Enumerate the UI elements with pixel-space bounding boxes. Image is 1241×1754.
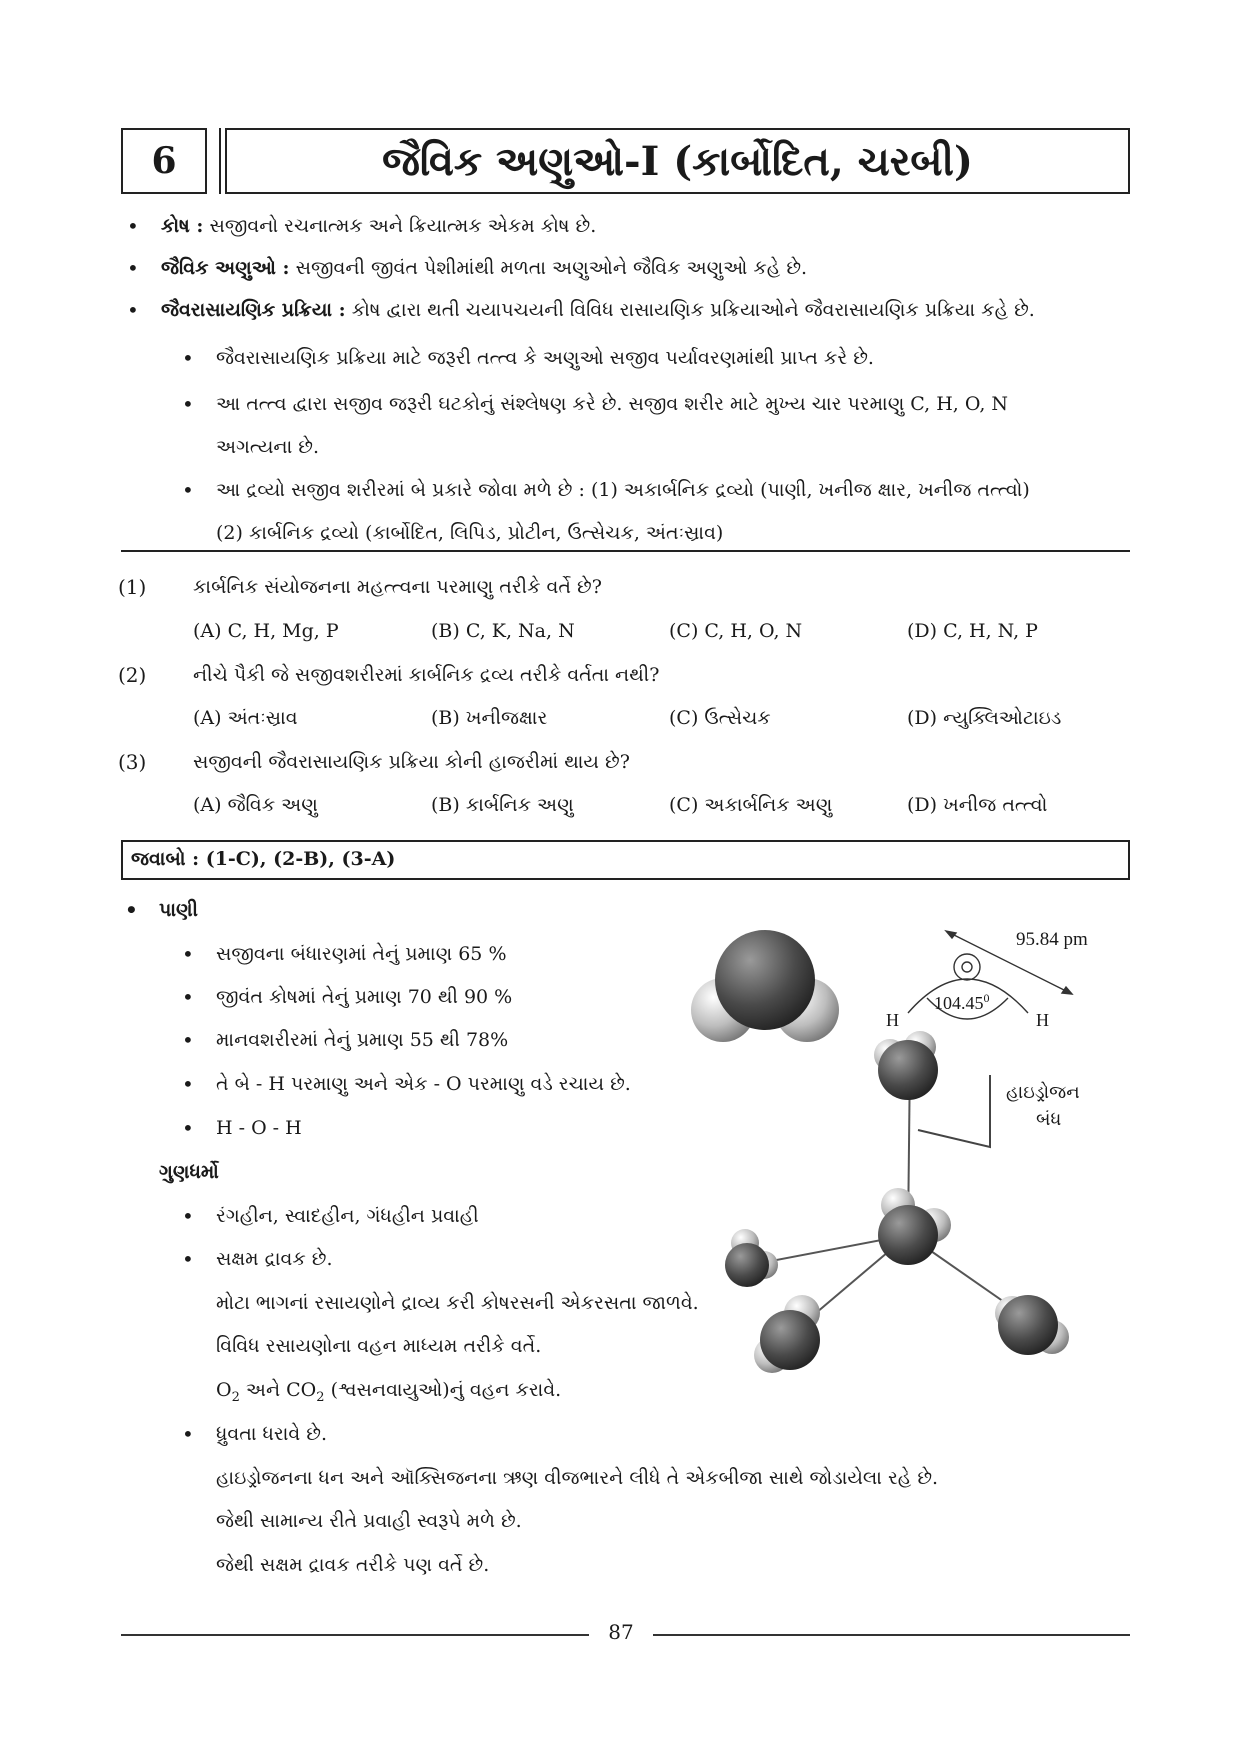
intro-item: • કોષ : સજીવનો રચનાત્મક અને ક્રિયાત્મક એકમ કોષ છે. <box>161 213 596 239</box>
water-point: • માનવશરીરમાં તેનું પ્રમાણ 55 થી 78% <box>216 1027 508 1053</box>
option-b: (B) C, K, Na, N <box>431 620 575 642</box>
bond-length-label: 95.84 pm <box>1016 929 1088 950</box>
option-c: (C) C, H, O, N <box>669 620 803 642</box>
question-number: (3) <box>118 750 147 774</box>
intro-item: • જૈવરાસાયણિક પ્રક્રિયા : કોષ દ્વારા થતી ચયાપચયની વિવિધ રાસાયણિક પ્રક્રિયાઓને જૈવરાસાયણિક પ્રક્રિયા કહે છે. <box>161 297 1035 323</box>
property-item: • સક્ષમ દ્રાવક છે. <box>216 1246 333 1272</box>
page-number: 87 <box>608 1620 634 1644</box>
hydrogen-label-left: H <box>886 1010 899 1030</box>
answer-key: જવાબો : (1-C), (2-B), (3-A) <box>121 840 1130 880</box>
intro-item: • જૈવિક અણુઓ : સજીવની જીવંત પેશીમાંથી મળતા અણુઓને જૈવિક અણુઓ કહે છે. <box>161 255 807 281</box>
water-point: • H - O - H <box>216 1115 302 1141</box>
property-item: • ધ્રુવતા ધરાવે છે. <box>216 1421 327 1447</box>
water-molecule-diagram <box>690 925 1140 1400</box>
sub-point-continuation: અગત્યના છે. <box>216 436 319 458</box>
option-d: (D) ખનીજ તત્ત્વો <box>907 794 1048 816</box>
question-text: નીચે પૈકી જે સજીવશરીરમાં કાર્બનિક દ્રવ્ય તરીકે વર્તતા નથી? <box>193 664 660 686</box>
option-a: (A) અંતઃસ્રાવ <box>193 707 298 729</box>
oxygen-label: O <box>961 973 962 974</box>
sub-point: • જૈવરાસાયણિક પ્રક્રિયા માટે જરૂરી તત્ત્વ કે અણુઓ સજીવ પર્યાવરણમાંથી પ્રાપ્ત કરે છે. <box>216 345 874 371</box>
property-detail: મોટા ભાગનાં રસાયણોને દ્રાવ્ય કરી કોષરસની એકરસતા જાળવે. <box>216 1292 699 1314</box>
water-heading: • પાણી <box>159 897 198 923</box>
option-a: (A) જૈવિક અણુ <box>193 794 318 816</box>
property-detail-gases: $O_2$ અને $CO_2$ (શ્વસનવાયુઓ)નું વહન કરાવે. <box>216 1379 562 1405</box>
footer-rule-right <box>653 1634 1130 1636</box>
chapter-title: જૈવિક અણુઓ-I (કાર્બોદિત, ચરબી) <box>225 128 1130 194</box>
question-number: (1) <box>118 575 147 599</box>
section-divider <box>121 550 1130 552</box>
hydrogen-label-right: H <box>1036 1010 1049 1030</box>
option-d: (D) ન્યુક્લિઓટાઇડ <box>907 707 1062 729</box>
sub-point: • આ દ્રવ્યો સજીવ શરીરમાં બે પ્રકારે જોવા મળે છે : (1) અકાર્બનિક દ્રવ્યો (પાણી, ખનીજ ક્ષાર, ખનીજ તત્ત્વો) <box>216 477 1030 503</box>
option-b: (B) કાર્બનિક અણુ <box>431 794 574 816</box>
option-c: (C) ઉત્સેચક <box>669 707 771 729</box>
space-filling-model-icon <box>691 930 839 1042</box>
question-number: (2) <box>118 663 147 687</box>
question-text: સજીવની જૈવરાસાયણિક પ્રક્રિયા કોની હાજરીમાં થાય છે? <box>193 751 630 773</box>
property-item: • રંગહીન, સ્વાદહીન, ગંધહીન પ્રવાહી <box>216 1203 479 1229</box>
chapter-number: 6 <box>121 128 207 194</box>
option-d: (D) C, H, N, P <box>907 620 1038 642</box>
property-detail: જેથી સામાન્ય રીતે પ્રવાહી સ્વરૂપે મળે છે. <box>216 1510 522 1532</box>
water-point: • તે બે - H પરમાણુ અને એક - O પરમાણુ વડે રચાય છે. <box>216 1071 631 1097</box>
water-point: • સજીવના બંધારણમાં તેનું પ્રમાણ 65 % <box>216 941 507 967</box>
footer-rule-left <box>121 1634 589 1636</box>
property-detail: જેથી સક્ષમ દ્રાવક તરીકે પણ વર્તે છે. <box>216 1554 490 1576</box>
properties-heading: ગુણધર્મો <box>159 1161 219 1183</box>
hydrogen-bond-label-line2: બંધ <box>1036 1109 1062 1129</box>
sub-point: • આ તત્ત્વ દ્વારા સજીવ જરૂરી ઘટકોનું સંશ્લેષણ કરે છે. સજીવ શરીર માટે મુખ્ય ચાર પરમાણુ C, H, O, N <box>216 391 1008 417</box>
sub-point-continuation: (2) કાર્બનિક દ્રવ્યો (કાર્બોદિત, લિપિડ, પ્રોટીન, ઉત્સેચક, અંતઃસ્રાવ) <box>216 522 724 544</box>
property-detail: વિવિધ રસાયણોના વહન માધ્યમ તરીકે વર્તે. <box>216 1335 542 1357</box>
property-detail: હાઇડ્રોજનના ધન અને ઑક્સિજનના ઋણ વીજભારને લીધે તે એકબીજા સાથે જોડાયેલા રહે છે. <box>216 1467 939 1489</box>
option-b: (B) ખનીજક્ષાર <box>431 707 548 729</box>
question-text: કાર્બનિક સંયોજનના મહત્ત્વના પરમાણુ તરીકે વર્તે છે? <box>193 576 602 598</box>
water-point: • જીવંત કોષમાં તેનું પ્રમાણ 70 થી 90 % <box>216 984 512 1010</box>
option-c: (C) અકાર્બનિક અણુ <box>669 794 833 816</box>
bond-angle-label: 104.45$^0$ <box>934 991 990 1013</box>
hydrogen-bond-label-line1: હાઇડ્રોજન <box>1006 1082 1080 1102</box>
option-a: (A) C, H, Mg, P <box>193 620 339 642</box>
